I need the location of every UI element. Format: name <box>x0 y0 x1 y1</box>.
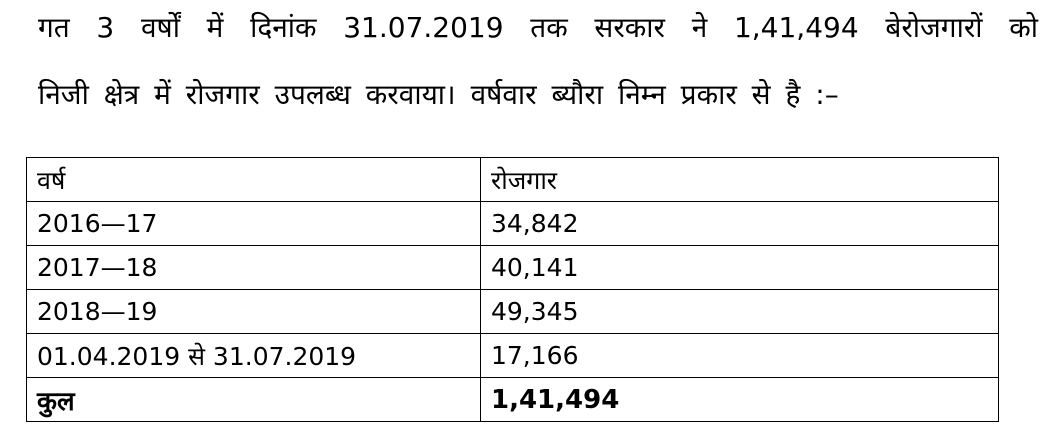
employment-cell: 49,345 <box>481 290 999 334</box>
total-row <box>27 378 999 422</box>
intro-line-1: गत 3 वर्षों में दिनांक 31.07.2019 तक सरकार ने 1,41,494 बेरोजगारों को <box>38 11 1038 44</box>
table-header-row <box>27 158 999 202</box>
table-row <box>27 202 999 246</box>
year-cell: 2016—17 <box>27 202 481 246</box>
total-label: कुल <box>27 378 481 422</box>
intro-line-2: निजी क्षेत्र में रोजगार उपलब्ध करवाया। वर्षवार ब्यौरा निम्न प्रकार से है :– <box>38 78 839 111</box>
total-value: 1,41,494 <box>481 378 999 422</box>
table-row <box>27 334 999 378</box>
employment-cell: 34,842 <box>481 202 999 246</box>
header-employment: रोजगार <box>481 158 999 202</box>
header-year: वर्ष <box>27 158 481 202</box>
employment-cell: 17,166 <box>481 334 999 378</box>
year-cell: 01.04.2019 से 31.07.2019 <box>27 334 481 378</box>
employment-cell: 40,141 <box>481 246 999 290</box>
table-row <box>27 290 999 334</box>
table-row <box>27 246 999 290</box>
year-cell: 2017—18 <box>27 246 481 290</box>
employment-table <box>26 157 999 422</box>
year-cell: 2018—19 <box>27 290 481 334</box>
